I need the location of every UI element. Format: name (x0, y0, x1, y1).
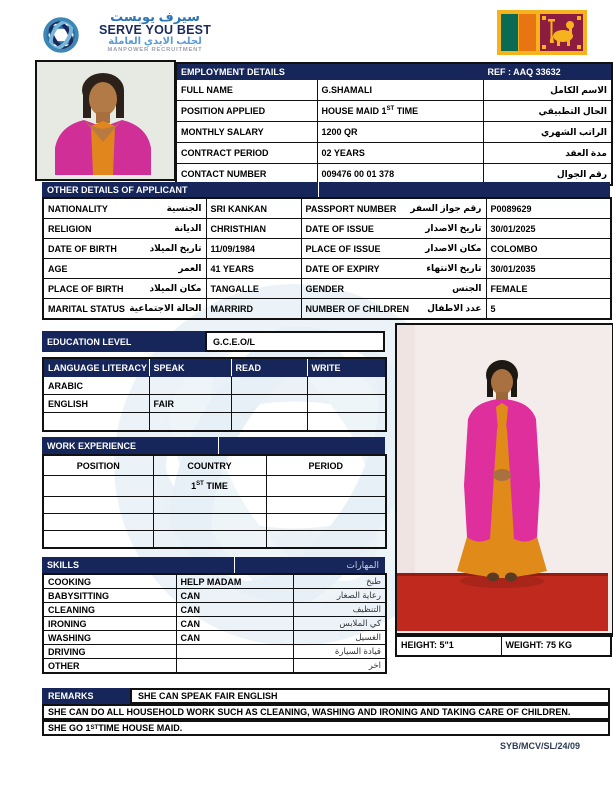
experience-period (266, 531, 386, 549)
field-value: 41 YEARS (206, 259, 301, 279)
remarks-line-3: SHE GO 1 ST TIME HOUSE MAID. (42, 720, 610, 736)
column-header: WRITE (307, 358, 386, 377)
column-header: COUNTRY (153, 455, 266, 476)
language-write (307, 377, 386, 395)
field-value: 02 YEARS (317, 143, 483, 164)
company-logo-text (90, 10, 220, 53)
experience-country (153, 497, 266, 514)
field-label-arabic: الراتب الشهري (483, 122, 612, 143)
experience-period (266, 514, 386, 531)
field-label-arabic: الحالة الاجتماعية (129, 303, 202, 313)
language-name (43, 413, 149, 432)
field-label: GENDER (305, 283, 345, 294)
work-experience-table (42, 454, 387, 549)
field-label-arabic: الجنس (452, 283, 482, 293)
work-experience-header: WORK EXPERIENCE (42, 437, 385, 454)
applicant-full-body-photo (395, 323, 613, 637)
field-label-arabic: رقم جواز السفر (410, 203, 482, 213)
table-row (43, 198, 611, 219)
other-details-header: OTHER DETAILS OF APPLICANT (42, 182, 610, 197)
skill-name: IRONING (43, 617, 176, 631)
employment-ref: REF : AAQ 33632 (483, 63, 612, 80)
field-label-arabic: الاسم الكامل (483, 80, 612, 101)
table-row (43, 239, 611, 259)
skill-name: CLEANING (43, 603, 176, 617)
field-label: AGE (48, 263, 68, 274)
field-value: 009476 00 01 378 (317, 164, 483, 186)
sri-lanka-flag (497, 10, 587, 55)
education-level-label: EDUCATION LEVEL (42, 331, 205, 352)
field-label: DATE OF EXPIRY (305, 263, 380, 274)
field-label-arabic: الجنسية (166, 203, 202, 213)
column-header: POSITION (43, 455, 153, 476)
column-header: READ (231, 358, 307, 377)
table-row (43, 259, 611, 279)
table-row (43, 395, 386, 413)
table-row (396, 634, 611, 656)
table-row (43, 497, 386, 514)
skills-header-arabic: المهارات (346, 559, 379, 570)
language-literacy-table (42, 357, 387, 432)
weight-value: WEIGHT: 75 KG (501, 634, 611, 656)
other-details-table (42, 197, 612, 320)
field-label: CONTRACT PERIOD (176, 143, 317, 164)
language-name: ENGLISH (43, 395, 149, 413)
company-tagline-english: MANPOWER RECRUITMENT (107, 47, 203, 54)
skill-name: COOKING (43, 574, 176, 589)
skill-name-arabic: طبخ (293, 574, 386, 589)
skill-name-arabic: كي الملابس (293, 617, 386, 631)
table-row (43, 299, 611, 320)
employment-title: EMPLOYMENT DETAILS (176, 63, 483, 80)
field-label: POSITION APPLIED (176, 101, 317, 122)
skill-value: CAN (176, 617, 293, 631)
field-label: DATE OF ISSUE (305, 223, 374, 234)
field-label-arabic: الديانة (174, 223, 202, 233)
field-label-arabic: تاريخ الاصدار (425, 223, 482, 233)
skill-name-arabic: الغسيل (293, 631, 386, 645)
table-row (43, 377, 386, 395)
language-write (307, 413, 386, 432)
field-label-arabic: رقم الجوال (483, 164, 612, 186)
field-value: 1200 QR (317, 122, 483, 143)
table-row (43, 659, 386, 674)
field-label-arabic: مكان الميلاد (149, 283, 202, 293)
table-row (176, 143, 612, 164)
language-speak (149, 377, 231, 395)
experience-position (43, 497, 153, 514)
table-row (43, 514, 386, 531)
company-name-english: SERVE YOU BEST (98, 22, 212, 37)
document-reference-code: SYB/MCV/SL/24/09 (499, 741, 580, 751)
field-label: MONTHLY SALARY (176, 122, 317, 143)
skill-name: OTHER (43, 659, 176, 674)
table-row (176, 122, 612, 143)
language-read (231, 413, 307, 432)
experience-period (266, 497, 386, 514)
field-value: TANGALLE (206, 279, 301, 299)
skills-header: SKILLS المهارات (42, 557, 385, 573)
employment-details-table (175, 62, 613, 186)
field-value: G.SHAMALI (317, 80, 483, 101)
language-write (307, 395, 386, 413)
skills-table (42, 573, 387, 674)
field-value: CHRISTHIAN (206, 219, 301, 239)
field-value: 11/09/1984 (206, 239, 301, 259)
table-row (43, 574, 386, 589)
education-level-value: G.C.E.O/L (205, 331, 385, 352)
table-row (43, 219, 611, 239)
language-speak: FAIR (149, 395, 231, 413)
field-label: FULL NAME (176, 80, 317, 101)
skill-name-arabic: اخر (293, 659, 386, 674)
language-speak (149, 413, 231, 432)
field-label: CONTACT NUMBER (176, 164, 317, 186)
skill-value (176, 645, 293, 659)
field-label-arabic: مدة العقد (483, 143, 612, 164)
height-value: HEIGHT: 5"1 (396, 634, 501, 656)
table-row (43, 603, 386, 617)
experience-position (43, 531, 153, 549)
skill-value (176, 659, 293, 674)
field-value: P0089629 (486, 198, 611, 219)
table-row (176, 80, 612, 101)
column-header: PERIOD (266, 455, 386, 476)
experience-position (43, 476, 153, 497)
table-row (43, 617, 386, 631)
skill-name: DRIVING (43, 645, 176, 659)
column-header: SPEAK (149, 358, 231, 377)
field-label: DATE OF BIRTH (48, 243, 117, 254)
skill-name: WASHING (43, 631, 176, 645)
field-value: 30/01/2025 (486, 219, 611, 239)
field-value: SRI KANKAN (206, 198, 301, 219)
field-label: NUMBER OF CHILDREN (305, 303, 409, 314)
field-value: COLOMBO (486, 239, 611, 259)
field-label: PASSPORT NUMBER (305, 203, 397, 214)
skill-value: HELP MADAM (176, 574, 293, 589)
field-label-arabic: تاريخ الانتهاء (426, 263, 482, 273)
table-row (43, 476, 386, 497)
skill-name-arabic: رعاية الصغار (293, 589, 386, 603)
column-header: LANGUAGE LITERACY (43, 358, 149, 377)
field-value: MARRIRD (206, 299, 301, 320)
field-value: 30/01/2035 (486, 259, 611, 279)
field-label-arabic: الحال التطبيقي (483, 101, 612, 122)
language-read (231, 395, 307, 413)
remarks-line-1: SHE CAN SPEAK FAIR ENGLISH (130, 688, 610, 704)
company-logo-icon (36, 11, 86, 59)
table-row (43, 631, 386, 645)
field-label: PLACE OF BIRTH (48, 283, 124, 294)
skill-value: CAN (176, 589, 293, 603)
table-row (43, 531, 386, 549)
field-label-arabic: العمر (178, 263, 202, 273)
skill-value: CAN (176, 603, 293, 617)
height-weight-table (395, 633, 612, 657)
language-read (231, 377, 307, 395)
experience-country (153, 531, 266, 549)
field-label: PLACE OF ISSUE (305, 243, 381, 254)
skill-name-arabic: قيادة السيارة (293, 645, 386, 659)
table-row (43, 279, 611, 299)
experience-period (266, 476, 386, 497)
remarks-line-2: SHE CAN DO ALL HOUSEHOLD WORK SUCH AS CLEANING, WASHING AND IRONING AND TAKING CARE OF CHILDREN. (42, 704, 610, 720)
field-label: MARITAL STATUS (48, 303, 125, 314)
field-value: HOUSE MAID 1ST TIME (317, 101, 483, 122)
experience-country (153, 514, 266, 531)
skill-value: CAN (176, 631, 293, 645)
field-label: NATIONALITY (48, 203, 108, 214)
field-label-arabic: مكان الاصدار (425, 243, 482, 253)
field-label-arabic: عدد الاطفال (427, 303, 482, 313)
field-label-arabic: تاريخ الميلاد (149, 243, 202, 253)
field-value: FEMALE (486, 279, 611, 299)
company-tagline-arabic: لجلب الايدي العاملة (108, 35, 202, 47)
field-value: 5 (486, 299, 611, 320)
skill-name: BABYSITTING (43, 589, 176, 603)
applicant-portrait-photo (35, 60, 176, 181)
table-row (176, 101, 612, 122)
language-name: ARABIC (43, 377, 149, 395)
experience-position (43, 514, 153, 531)
company-name-arabic: سيرف يوبست (110, 9, 200, 24)
table-row (43, 645, 386, 659)
field-label: RELIGION (48, 223, 92, 234)
table-row (43, 589, 386, 603)
experience-country: 1ST TIME (153, 476, 266, 497)
remarks-header: REMARKS (42, 688, 130, 704)
skill-name-arabic: التنظيف (293, 603, 386, 617)
table-row (43, 413, 386, 432)
